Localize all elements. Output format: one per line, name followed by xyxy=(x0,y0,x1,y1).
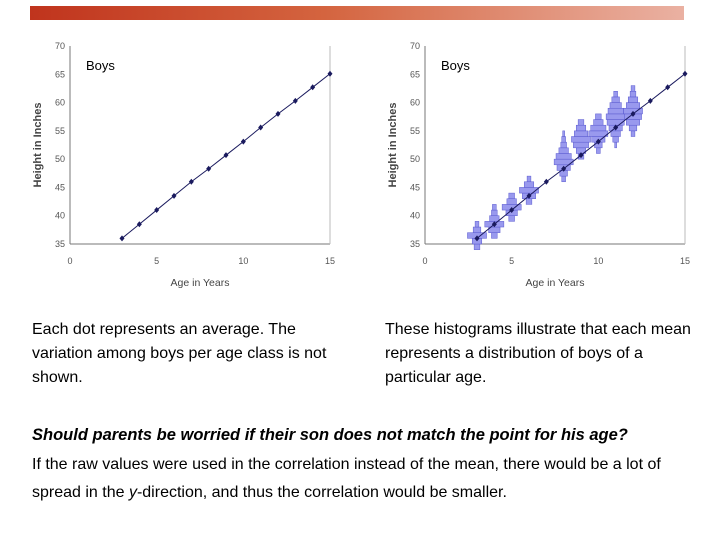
histogram-bar xyxy=(527,176,531,182)
data-point xyxy=(665,84,670,90)
histogram-bar xyxy=(492,204,496,210)
y-tick-label: 65 xyxy=(409,69,420,80)
histogram-bar xyxy=(606,114,625,120)
x-tick-label: 15 xyxy=(324,256,336,266)
histogram-bar xyxy=(614,91,618,97)
data-point xyxy=(293,98,298,104)
histogram-bar xyxy=(475,221,479,227)
histogram-bar xyxy=(561,142,567,148)
chart-title: Boys xyxy=(86,58,115,73)
histogram-bar xyxy=(559,148,569,154)
y-tick-label: 60 xyxy=(409,97,420,108)
caption-left: Each dot represents an average. The variation among boys per age class is not shown. xyxy=(32,321,327,386)
histogram-bar xyxy=(490,216,500,222)
histogram-bar xyxy=(563,131,565,137)
x-tick-label: 5 xyxy=(154,256,160,266)
histogram-bar xyxy=(610,103,621,109)
y-tick-label: 65 xyxy=(54,69,65,80)
caption-right: These histograms illustrate that each mean represents a distribution of boys of a particular age. xyxy=(385,321,691,386)
histogram-bar xyxy=(631,131,635,137)
data-point xyxy=(172,193,177,199)
histogram-bar xyxy=(507,199,517,205)
data-point xyxy=(189,179,194,185)
histogram-bar xyxy=(571,137,590,143)
data-point xyxy=(328,71,333,77)
histogram-bar xyxy=(573,142,588,148)
y-tick-label: 40 xyxy=(409,210,420,221)
chart-left-means xyxy=(25,30,355,300)
y-tick-label: 50 xyxy=(54,154,65,165)
histogram-bar xyxy=(608,108,623,114)
histogram-bar xyxy=(629,125,637,131)
y-tick-label: 35 xyxy=(54,239,65,249)
chart-title: Boys xyxy=(441,58,470,73)
data-point xyxy=(648,98,653,104)
title-bar xyxy=(30,6,684,20)
histogram-bar xyxy=(509,216,515,222)
histogram-bar xyxy=(524,182,534,188)
histogram-bar xyxy=(626,103,639,109)
explanation-text-before: If the raw values were used in the correlation instead of the mean, there would be a lot of spread in the xyxy=(32,456,661,501)
y-tick-label: 35 xyxy=(409,239,420,249)
histogram-bar xyxy=(591,125,606,131)
histogram-bar xyxy=(509,193,515,199)
explanation-text xyxy=(32,451,692,507)
explanation-text-after: -direction, and thus the correlation would be smaller. xyxy=(136,484,507,501)
histogram-bar xyxy=(594,120,604,126)
histogram-bar xyxy=(526,199,532,205)
data-point xyxy=(276,111,281,117)
data-point xyxy=(683,71,688,77)
y-tick-label: 70 xyxy=(54,41,65,51)
histogram-bar xyxy=(631,86,635,92)
histogram-bar xyxy=(562,137,566,143)
x-tick-label: 0 xyxy=(67,256,73,266)
data-point xyxy=(206,166,211,172)
data-point xyxy=(137,221,142,227)
histogram-bar xyxy=(473,227,481,233)
histogram-bar xyxy=(556,153,571,159)
histogram-bar xyxy=(630,91,636,97)
y-tick-label: 70 xyxy=(409,41,420,51)
x-tick-label: 10 xyxy=(593,256,604,266)
data-point xyxy=(120,235,125,241)
histogram-bar xyxy=(612,97,620,103)
data-point xyxy=(258,124,263,130)
data-point xyxy=(224,152,229,158)
y-axis-label: Height in Inches xyxy=(387,102,399,188)
histogram-bar xyxy=(626,120,639,126)
explanation-text-italic: y xyxy=(128,484,137,501)
y-tick-label: 45 xyxy=(54,182,65,193)
data-point xyxy=(154,207,159,213)
histogram-bar xyxy=(628,97,638,103)
question-text: Should parents be worried if their son does not match the point for his age? xyxy=(32,426,628,444)
histogram-bar xyxy=(615,142,617,148)
y-tick-label: 50 xyxy=(409,154,420,165)
histogram-bar xyxy=(613,137,619,143)
x-axis-label: Age in Years xyxy=(170,277,230,289)
x-axis-label: Age in Years xyxy=(525,277,585,289)
histogram-bar xyxy=(596,148,600,154)
histogram-bar xyxy=(491,233,497,239)
y-tick-label: 55 xyxy=(409,125,420,136)
histogram-bar xyxy=(562,176,566,182)
x-tick-label: 0 xyxy=(422,256,428,266)
y-tick-label: 45 xyxy=(409,182,420,193)
histogram-bar xyxy=(474,244,480,250)
x-tick-label: 10 xyxy=(238,256,249,266)
data-point xyxy=(241,139,246,145)
data-point xyxy=(310,84,315,90)
chart-right-histograms xyxy=(380,30,710,300)
y-tick-label: 55 xyxy=(54,125,65,136)
x-tick-label: 5 xyxy=(509,256,515,266)
y-tick-label: 60 xyxy=(54,97,65,108)
histogram-bar xyxy=(576,125,586,131)
histogram-bar xyxy=(611,131,621,137)
histogram-bar xyxy=(578,120,584,126)
data-point xyxy=(544,179,549,185)
histogram-bar xyxy=(574,131,587,137)
y-axis-label: Height in Inches xyxy=(32,102,44,188)
histogram-bar xyxy=(491,210,497,216)
y-tick-label: 40 xyxy=(54,210,65,221)
histogram-bar xyxy=(595,114,601,120)
x-tick-label: 15 xyxy=(679,256,691,266)
